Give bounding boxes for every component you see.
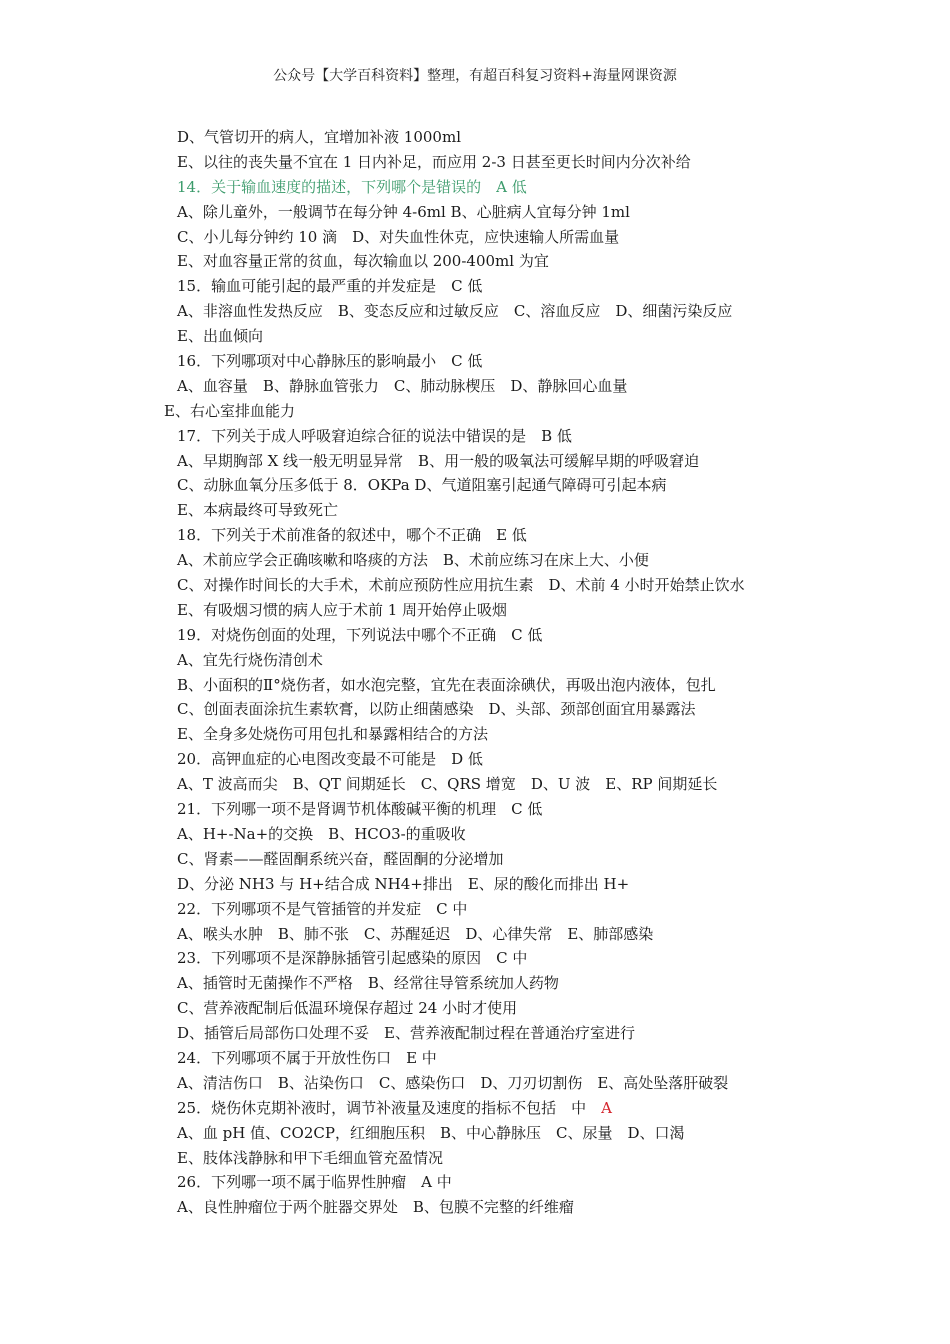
line-text: B、小面积的Ⅱ°烧伤者，如水泡完整，宜先在表面涂碘伏，再吸出泡内液体，包扎 — [177, 675, 716, 694]
line-text: 19．对烧伤创面的处理，下列说法中哪个不正确 C 低 — [177, 625, 543, 644]
line-text: 23．下列哪项不是深静脉插管引起感染的原因 C 中 — [177, 949, 528, 968]
line-text: E、有吸烟习惯的病人应于术前 1 周开始停止吸烟 — [177, 600, 508, 619]
text-line — [0, 424, 950, 449]
text-line — [0, 971, 950, 996]
line-text: A、宜先行烧伤清创术 — [177, 650, 323, 669]
line-text: A、除儿童外，一般调节在每分钟 4-6ml B、心脏病人宜每分钟 1ml — [177, 202, 630, 221]
text-line — [0, 473, 950, 498]
text-line — [0, 1170, 950, 1195]
text-line — [0, 772, 950, 797]
text-line — [0, 175, 950, 200]
line-text: 17．下列关于成人呼吸窘迫综合征的说法中错误的是 B 低 — [177, 426, 572, 445]
line-text: 18．下列关于术前准备的叙述中，哪个不正确 E 低 — [177, 526, 527, 545]
line-text: C、创面表面涂抗生素软膏，以防止细菌感染 D、头部、颈部创面宜用暴露法 — [177, 700, 696, 719]
text-line — [0, 1021, 950, 1046]
text-line — [0, 299, 950, 324]
text-line — [0, 1121, 950, 1146]
page-header: 公众号【大学百科资料】整理，有超百科复习资料+海量网课资源 — [273, 68, 677, 84]
line-text: 24．下列哪项不属于开放性伤口 E 中 — [177, 1048, 437, 1067]
text-line — [0, 200, 950, 225]
line-text: C、小儿每分钟约 10 滴 D、对失血性休克，应快速输人所需血量 — [177, 227, 620, 246]
text-line — [0, 797, 950, 822]
text-line — [0, 225, 950, 250]
text-line — [0, 374, 950, 399]
text-line — [0, 1195, 950, 1220]
document-body — [0, 125, 950, 1220]
line-text: D、插管后局部伤口处理不妥 E、营养液配制过程在普通治疗室进行 — [177, 1024, 635, 1043]
text-line — [0, 573, 950, 598]
text-line — [0, 1096, 950, 1121]
line-text: A、T 波高而尖 B、QT 间期延长 C、QRS 增宽 D、U 波 E、RP 间期延长 — [177, 775, 718, 794]
text-line — [0, 1071, 950, 1096]
text-line — [0, 747, 950, 772]
line-text: 25．烧伤休克期补液时，调节补液量及速度的指标不包括 中 — [177, 1098, 602, 1117]
line-text: D、分泌 NH3 与 H+结合成 NH4+排出 E、尿的酸化而排出 H+ — [177, 874, 630, 893]
line-text: C、肾素——醛固酮系统兴奋，醛固酮的分泌增加 — [177, 849, 504, 868]
line-text: E、以往的丧失量不宜在 1 日内补足，而应用 2-3 日甚至更长时间内分次补给 — [177, 152, 691, 171]
text-line — [0, 648, 950, 673]
line-text: A、术前应学会正确咳嗽和咯痰的方法 B、术前应练习在床上大、小便 — [177, 551, 649, 570]
text-line — [0, 673, 950, 698]
line-text: D、气管切开的病人，宜增加补液 1000ml — [177, 128, 461, 146]
text-line — [0, 598, 950, 623]
text-line — [0, 249, 950, 274]
text-line — [0, 722, 950, 747]
text-line — [0, 548, 950, 573]
line-text: E、出血倾向 — [177, 327, 263, 346]
text-line — [0, 872, 950, 897]
line-text: A、插管时无菌操作不严格 B、经常往导管系统加人药物 — [177, 974, 559, 993]
line-text: 21．下列哪一项不是肾调节机体酸碱平衡的机理 C 低 — [177, 800, 543, 819]
line-text: C、对操作时间长的大手术，术前应预防性应用抗生素 D、术前 4 小时开始禁止饮水 — [177, 576, 745, 595]
line-text: C、营养液配制后低温环境保存超过 24 小时才使用 — [177, 999, 518, 1018]
line-text: 16．下列哪项对中心静脉压的影响最小 C 低 — [177, 352, 483, 371]
text-line — [0, 349, 950, 374]
line-text: C、动脉血氧分压多低于 8．OKPa D、气道阻塞引起通气障碍可引起本病 — [177, 476, 667, 495]
line-text: E、右心室排血能力 — [164, 401, 295, 420]
text-line — [0, 1046, 950, 1071]
text-line — [0, 822, 950, 847]
text-line — [0, 1146, 950, 1171]
text-line — [0, 449, 950, 474]
line-text: 22．下列哪项不是气管插管的并发症 C 中 — [177, 899, 468, 918]
line-text: A、早期胸部 X 线一般无明显异常 B、用一般的吸氧法可缓解早期的呼吸窘迫 — [177, 451, 700, 470]
line-text: 20．高钾血症的心电图改变最不可能是 D 低 — [177, 750, 483, 769]
text-line — [0, 623, 950, 648]
text-line — [0, 125, 950, 150]
text-line — [0, 399, 950, 424]
line-text: A、清洁伤口 B、沾染伤口 C、感染伤口 D、刀刃切割伤 E、高处坠落肝破裂 — [177, 1073, 729, 1092]
line-text: A、良性肿瘤位于两个脏器交界处 B、包膜不完整的纤维瘤 — [177, 1198, 574, 1217]
text-line — [0, 897, 950, 922]
text-line — [0, 697, 950, 722]
line-text: A、非溶血性发热反应 B、变态反应和过敏反应 C、溶血反应 D、细菌污染反应 — [177, 302, 733, 321]
answer-mark: A — [601, 1098, 612, 1117]
text-line — [0, 324, 950, 349]
line-text: A、血容量 B、静脉血管张力 C、肺动脉楔压 D、静脉回心血量 — [177, 376, 628, 395]
text-line — [0, 523, 950, 548]
line-text: E、本病最终可导致死亡 — [177, 501, 338, 520]
text-line — [0, 946, 950, 971]
line-text: 26．下列哪一项不属于临界性肿瘤 A 中 — [177, 1173, 452, 1192]
text-line — [0, 150, 950, 175]
text-line — [0, 847, 950, 872]
line-text: A、血 pH 值、CO2CP，红细胞压积 B、中心静脉压 C、尿量 D、口渴 — [177, 1123, 685, 1142]
text-line — [0, 922, 950, 947]
text-line — [0, 274, 950, 299]
line-text: 15．输血可能引起的最严重的并发症是 C 低 — [177, 277, 483, 296]
text-line — [0, 498, 950, 523]
line-text: 14．关于输血速度的描述，下列哪个是错误的 A 低 — [177, 177, 527, 196]
line-text: A、H+-Na+的交换 B、HCO3-的重吸收 — [177, 824, 466, 843]
text-line — [0, 996, 950, 1021]
line-text: A、喉头水肿 B、肺不张 C、苏醒延迟 D、心律失常 E、肺部感染 — [177, 924, 654, 943]
line-text: E、全身多处烧伤可用包扎和暴露相结合的方法 — [177, 725, 488, 744]
line-text: E、对血容量正常的贫血，每次输血以 200-400ml 为宜 — [177, 252, 549, 271]
line-text: E、肢体浅静脉和甲下毛细血管充盈情况 — [177, 1148, 443, 1167]
